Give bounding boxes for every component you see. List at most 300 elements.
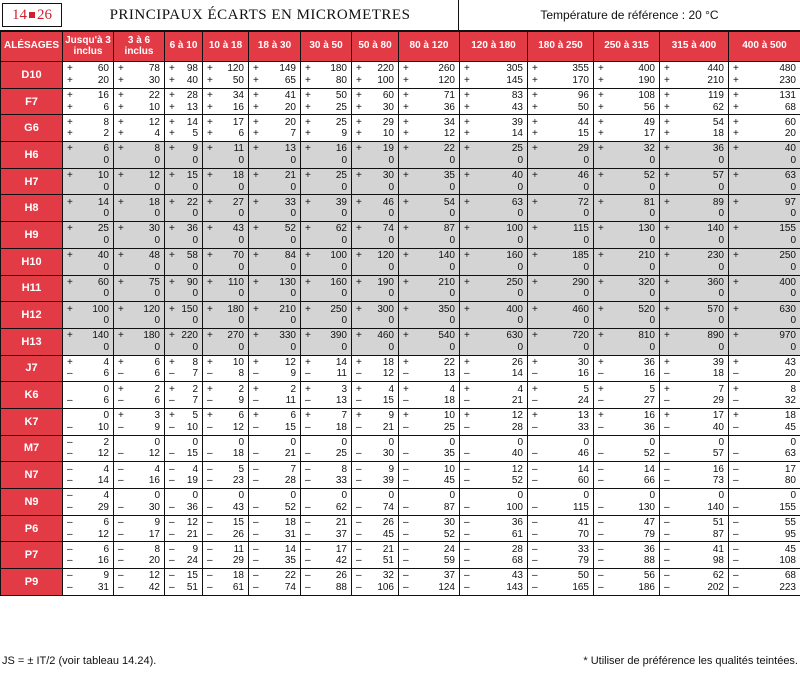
upper-value: 540	[438, 330, 455, 342]
table-cell	[399, 62, 460, 89]
table-cell	[399, 248, 460, 275]
upper-sign: –	[305, 543, 311, 555]
lower-value: 230	[779, 74, 796, 86]
upper-sign: +	[207, 383, 213, 395]
table-cell	[528, 248, 594, 275]
lower-deviation	[352, 288, 398, 300]
lower-sign	[169, 235, 177, 247]
lower-sign: –	[305, 475, 311, 487]
upper-deviation	[249, 544, 300, 556]
table-cell	[729, 88, 800, 115]
upper-sign: –	[67, 490, 73, 502]
upper-value: 4	[517, 383, 523, 395]
upper-value: 36	[511, 517, 523, 529]
upper-value: 131	[779, 90, 796, 102]
upper-deviation	[399, 517, 459, 529]
upper-value: 25	[511, 143, 523, 155]
upper-value: 210	[438, 276, 455, 288]
lower-sign: –	[664, 581, 670, 593]
table-cell	[63, 115, 114, 142]
lower-value: 60	[577, 475, 589, 487]
upper-sign: –	[169, 543, 175, 555]
upper-value: 0	[238, 436, 244, 448]
upper-value: 51	[712, 517, 724, 529]
lower-deviation	[352, 422, 398, 434]
upper-deviation	[594, 464, 659, 476]
table-cell	[114, 275, 165, 302]
upper-sign: +	[532, 383, 538, 395]
column-header-range: 30 à 50	[301, 32, 352, 62]
lower-deviation	[660, 75, 728, 87]
lower-deviation	[249, 288, 300, 300]
lower-deviation	[460, 475, 527, 487]
lower-sign: –	[207, 368, 213, 380]
lower-deviation	[203, 262, 248, 274]
upper-value: 0	[154, 436, 160, 448]
lower-value: 43	[511, 101, 523, 113]
upper-deviation	[301, 143, 351, 155]
lower-deviation	[460, 395, 527, 407]
upper-value: 320	[638, 276, 655, 288]
upper-deviation	[594, 384, 659, 396]
lower-value: 0	[238, 261, 244, 273]
upper-sign: +	[733, 170, 739, 182]
lower-deviation	[460, 128, 527, 140]
upper-sign: –	[664, 517, 670, 529]
lower-value: 40	[511, 448, 523, 460]
table-cell	[594, 408, 660, 435]
upper-value: 15	[186, 170, 198, 182]
upper-value: 0	[103, 410, 109, 422]
upper-sign: +	[67, 63, 73, 75]
lower-sign: +	[253, 128, 259, 140]
lower-sign: +	[356, 101, 362, 113]
table-cell	[203, 195, 249, 222]
lower-value: 0	[154, 261, 160, 273]
lower-sign	[67, 155, 75, 167]
table-cell	[165, 542, 203, 569]
upper-deviation	[63, 384, 113, 396]
lower-value: 50	[232, 74, 244, 86]
upper-deviation	[729, 143, 800, 155]
table-cell	[352, 408, 399, 435]
lower-deviation	[301, 182, 351, 194]
upper-value: 250	[779, 250, 796, 262]
table-cell	[203, 489, 249, 516]
table-cell	[660, 408, 729, 435]
upper-sign: +	[305, 410, 311, 422]
upper-sign	[67, 384, 75, 396]
upper-deviation	[63, 223, 113, 235]
table-cell	[63, 88, 114, 115]
upper-sign: –	[403, 543, 409, 555]
table-cell	[63, 569, 114, 596]
lower-sign	[598, 342, 606, 354]
lower-value: 30	[382, 448, 394, 460]
lower-sign: –	[356, 448, 362, 460]
lower-deviation	[165, 262, 202, 274]
upper-value: 18	[382, 356, 394, 368]
lower-sign: –	[305, 555, 311, 567]
lower-sign	[356, 262, 364, 274]
lower-sign: –	[118, 395, 124, 407]
upper-value: 32	[382, 570, 394, 582]
upper-deviation	[528, 410, 593, 422]
lower-value: 18	[443, 395, 455, 407]
lower-sign	[118, 315, 126, 327]
lower-sign	[403, 288, 411, 300]
lower-sign: +	[532, 74, 538, 86]
lower-value: 21	[284, 448, 296, 460]
upper-deviation	[660, 517, 728, 529]
upper-sign: +	[356, 90, 362, 102]
lower-deviation	[165, 128, 202, 140]
lower-sign: –	[464, 581, 470, 593]
lower-deviation	[203, 395, 248, 407]
upper-sign: –	[67, 436, 73, 448]
upper-deviation	[165, 170, 202, 182]
lower-deviation	[528, 368, 593, 380]
upper-sign: –	[207, 517, 213, 529]
lower-deviation	[729, 315, 800, 327]
upper-sign: +	[305, 383, 311, 395]
upper-sign: +	[664, 223, 670, 235]
lower-value: 0	[290, 315, 296, 327]
upper-sign: –	[118, 543, 124, 555]
table-cell	[165, 168, 203, 195]
lower-sign: –	[532, 555, 538, 567]
upper-sign: +	[207, 116, 213, 128]
table-cell	[203, 275, 249, 302]
upper-deviation	[352, 197, 398, 209]
upper-deviation	[660, 63, 728, 75]
upper-sign: +	[664, 63, 670, 75]
upper-deviation	[460, 90, 527, 102]
lower-value: 155	[779, 501, 796, 513]
upper-sign: –	[532, 570, 538, 582]
upper-sign: +	[67, 143, 73, 155]
lower-value: 6	[238, 128, 244, 140]
lower-sign: +	[733, 128, 739, 140]
row-label: H13	[1, 328, 63, 355]
lower-deviation	[729, 235, 800, 247]
table-cell	[399, 142, 460, 169]
lower-sign	[403, 208, 411, 220]
lower-sign	[464, 182, 472, 194]
upper-value: 78	[148, 63, 160, 75]
lower-deviation	[301, 582, 351, 594]
upper-sign: +	[532, 303, 538, 315]
lower-value: 170	[572, 74, 589, 86]
lower-sign: –	[118, 475, 124, 487]
upper-sign: +	[207, 410, 213, 422]
upper-deviation	[114, 384, 164, 396]
upper-value: 63	[511, 196, 523, 208]
lower-sign	[664, 235, 672, 247]
upper-sign: –	[356, 543, 362, 555]
table-cell	[399, 569, 460, 596]
upper-deviation	[594, 304, 659, 316]
upper-value: 30	[443, 517, 455, 529]
lower-value: 0	[388, 154, 394, 166]
lower-sign	[532, 288, 540, 300]
table-cell	[203, 328, 249, 355]
upper-deviation	[729, 330, 800, 342]
lower-value: 29	[712, 395, 724, 407]
lower-deviation	[528, 448, 593, 460]
lower-deviation	[594, 155, 659, 167]
upper-deviation	[203, 384, 248, 396]
upper-sign: –	[305, 517, 311, 529]
upper-sign: +	[118, 170, 124, 182]
table-cell	[460, 248, 528, 275]
table-cell	[729, 542, 800, 569]
upper-sign: –	[403, 517, 409, 529]
upper-sign: +	[207, 63, 213, 75]
upper-deviation	[460, 437, 527, 449]
lower-deviation	[249, 128, 300, 140]
upper-deviation	[528, 304, 593, 316]
upper-deviation	[528, 277, 593, 289]
upper-sign: +	[253, 383, 259, 395]
upper-deviation	[594, 517, 659, 529]
lower-sign	[118, 288, 126, 300]
lower-deviation	[165, 288, 202, 300]
lower-deviation	[203, 342, 248, 354]
upper-value: 115	[573, 223, 589, 235]
upper-value: 28	[511, 543, 523, 555]
upper-sign: –	[118, 570, 124, 582]
upper-value: 7	[290, 463, 296, 475]
upper-deviation	[528, 357, 593, 369]
upper-value: 36	[643, 543, 655, 555]
upper-value: 0	[583, 436, 589, 448]
upper-sign: +	[67, 170, 73, 182]
lower-deviation	[352, 395, 398, 407]
lower-sign: –	[305, 581, 311, 593]
upper-value: 160	[330, 276, 347, 288]
upper-deviation	[63, 464, 113, 476]
lower-sign	[67, 235, 75, 247]
upper-value: 12	[284, 356, 296, 368]
lower-sign: –	[253, 421, 259, 433]
lower-sign: –	[532, 368, 538, 380]
lower-sign: +	[464, 74, 470, 86]
lower-sign: –	[169, 448, 175, 460]
lower-deviation	[660, 529, 728, 541]
upper-value: 83	[511, 90, 523, 102]
table-cell	[63, 62, 114, 89]
upper-value: 250	[506, 276, 523, 288]
lower-sign	[733, 288, 741, 300]
lower-sign	[664, 182, 672, 194]
upper-value: 6	[103, 543, 109, 555]
lower-value: 65	[284, 74, 296, 86]
upper-value: 16	[643, 410, 655, 422]
table-cell	[165, 62, 203, 89]
upper-value: 52	[643, 170, 655, 182]
table-row	[1, 115, 800, 142]
lower-deviation	[594, 475, 659, 487]
lower-value: 95	[784, 528, 796, 540]
lower-sign: –	[207, 501, 213, 513]
lower-deviation	[114, 128, 164, 140]
table-cell	[528, 435, 594, 462]
upper-value: 44	[577, 116, 589, 128]
upper-sign: +	[664, 303, 670, 315]
lower-value: 0	[341, 234, 347, 246]
upper-value: 160	[506, 250, 523, 262]
lower-deviation	[460, 422, 527, 434]
upper-value: 96	[577, 90, 589, 102]
table-cell	[729, 355, 800, 382]
column-header-range: 50 à 80	[352, 32, 399, 62]
lower-sign: –	[464, 368, 470, 380]
upper-sign: +	[598, 356, 604, 368]
lower-deviation	[528, 475, 593, 487]
table-cell	[114, 328, 165, 355]
upper-deviation	[203, 277, 248, 289]
table-cell	[114, 542, 165, 569]
upper-value: 100	[92, 303, 109, 315]
table-cell	[460, 88, 528, 115]
table-cell	[203, 88, 249, 115]
lower-sign: –	[118, 448, 124, 460]
lower-deviation	[352, 475, 398, 487]
lower-sign	[67, 262, 75, 274]
upper-deviation	[460, 304, 527, 316]
upper-sign: +	[253, 223, 259, 235]
upper-value: 120	[227, 63, 244, 75]
upper-sign: +	[207, 276, 213, 288]
lower-value: 7	[192, 395, 198, 407]
lower-sign: +	[464, 128, 470, 140]
upper-sign: –	[598, 517, 604, 529]
upper-value: 119	[708, 90, 724, 102]
upper-deviation	[114, 464, 164, 476]
table-cell	[660, 515, 729, 542]
lower-deviation	[594, 75, 659, 87]
lower-deviation	[114, 182, 164, 194]
upper-value: 6	[103, 517, 109, 529]
upper-value: 17	[712, 410, 724, 422]
upper-deviation	[203, 197, 248, 209]
upper-sign: +	[403, 170, 409, 182]
table-cell	[165, 328, 203, 355]
upper-deviation	[729, 117, 800, 129]
upper-value: 37	[443, 570, 455, 582]
upper-deviation	[729, 517, 800, 529]
lower-value: 0	[449, 341, 455, 353]
lower-deviation	[301, 75, 351, 87]
lower-deviation	[114, 75, 164, 87]
lower-value: 0	[388, 341, 394, 353]
upper-deviation	[660, 330, 728, 342]
lower-sign	[253, 288, 261, 300]
lower-sign: –	[207, 528, 213, 540]
lower-sign: –	[664, 448, 670, 460]
lower-deviation	[660, 208, 728, 220]
lower-value: 0	[192, 154, 198, 166]
upper-value: 45	[784, 543, 796, 555]
table-cell	[594, 275, 660, 302]
lower-sign	[403, 262, 411, 274]
lower-value: 21	[382, 421, 394, 433]
upper-deviation	[399, 250, 459, 262]
lower-value: 0	[238, 288, 244, 300]
lower-deviation	[301, 235, 351, 247]
lower-value: 6	[103, 368, 109, 380]
lower-sign	[464, 288, 472, 300]
lower-deviation	[301, 262, 351, 274]
upper-sign: +	[67, 356, 73, 368]
lower-value: 62	[335, 501, 347, 513]
lower-value: 124	[438, 581, 455, 593]
upper-deviation	[729, 304, 800, 316]
lower-deviation	[249, 555, 300, 567]
lower-deviation	[249, 208, 300, 220]
lower-value: 21	[186, 528, 198, 540]
upper-deviation	[352, 250, 398, 262]
lower-deviation	[63, 288, 113, 300]
upper-sign: +	[305, 330, 311, 342]
upper-value: 74	[382, 223, 394, 235]
upper-value: 6	[238, 410, 244, 422]
lower-value: 0	[718, 288, 724, 300]
lower-value: 20	[784, 128, 796, 140]
lower-deviation	[729, 582, 800, 594]
table-cell	[528, 88, 594, 115]
lower-value: 88	[335, 581, 347, 593]
upper-sign: +	[403, 410, 409, 422]
upper-sign	[664, 490, 672, 502]
upper-sign: +	[598, 143, 604, 155]
lower-sign	[169, 342, 177, 354]
lower-value: 0	[388, 234, 394, 246]
lower-value: 0	[649, 181, 655, 193]
upper-value: 100	[506, 223, 523, 235]
lower-deviation	[528, 315, 593, 327]
lower-sign: –	[305, 395, 311, 407]
lower-sign: +	[169, 74, 175, 86]
lower-deviation	[399, 75, 459, 87]
upper-deviation	[352, 437, 398, 449]
upper-sign: +	[207, 90, 213, 102]
lower-sign: –	[169, 395, 175, 407]
lower-value: 30	[148, 74, 160, 86]
table-cell	[249, 382, 301, 409]
table-cell	[249, 569, 301, 596]
lower-value: 100	[506, 501, 523, 513]
upper-sign: +	[253, 63, 259, 75]
lower-deviation	[399, 529, 459, 541]
lower-value: 0	[649, 315, 655, 327]
upper-value: 520	[638, 303, 655, 315]
table-cell	[165, 462, 203, 489]
lower-value: 16	[148, 475, 160, 487]
upper-value: 7	[718, 383, 724, 395]
upper-value: 22	[443, 356, 455, 368]
lower-deviation	[594, 555, 659, 567]
lower-value: 29	[232, 555, 244, 567]
upper-deviation	[352, 410, 398, 422]
upper-sign: +	[118, 276, 124, 288]
upper-value: 10	[443, 410, 455, 422]
table-cell	[729, 515, 800, 542]
table-cell	[460, 168, 528, 195]
table-cell	[352, 142, 399, 169]
upper-value: 43	[232, 223, 244, 235]
